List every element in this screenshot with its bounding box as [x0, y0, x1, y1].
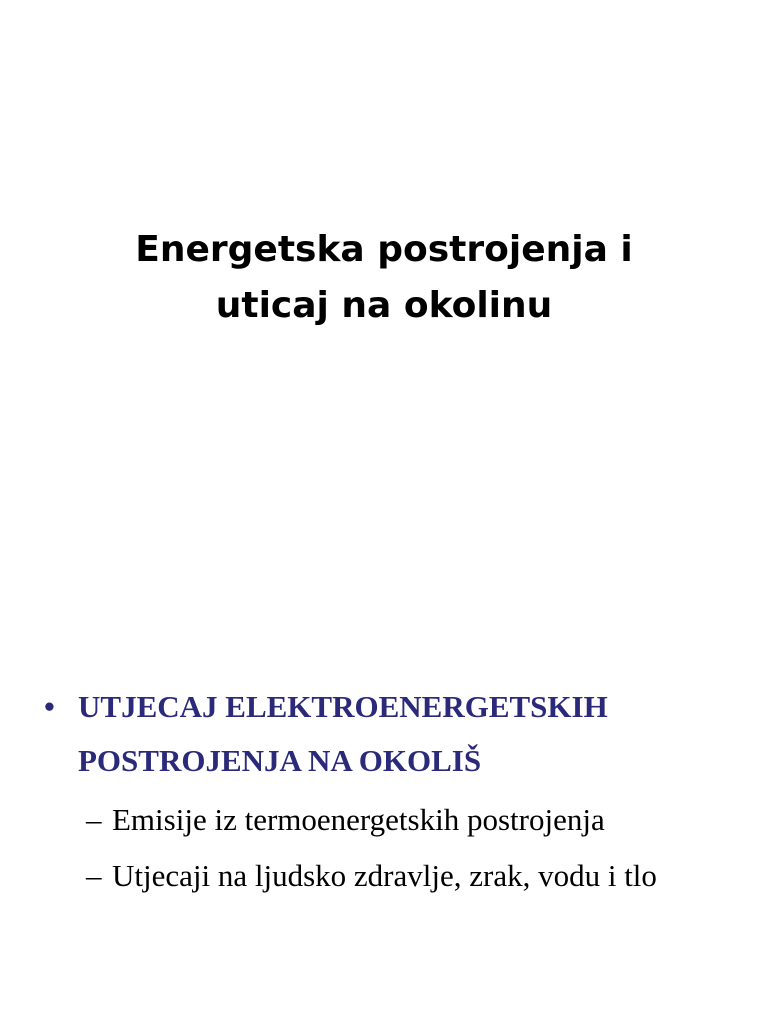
sub-bullet-dash-icon: – — [86, 858, 102, 893]
main-bullet — [0, 680, 768, 788]
slide-title-line-1: Energetska postrojenja i — [135, 229, 633, 270]
sub-bullet-emissions — [0, 794, 768, 846]
sub-bullet-impacts — [0, 850, 768, 902]
slide-title-line-2: uticaj na okolinu — [215, 285, 553, 326]
sub-bullet-text: Utjecaji na ljudsko zdravlje, zrak, vodu i tlo — [112, 858, 657, 893]
slide-title — [0, 222, 768, 334]
bullet-list — [0, 680, 768, 902]
sub-bullet-dash-icon: – — [86, 802, 102, 837]
main-bullet-line-1: UTJECAJ ELEKTROENERGETSKIH — [78, 689, 608, 724]
main-bullet-line-2: POSTROJENJA NA OKOLIŠ — [78, 743, 482, 778]
bullet-dot-icon: • — [44, 689, 55, 724]
sub-bullet-text: Emisije iz termoenergetskih postrojenja — [112, 802, 605, 837]
